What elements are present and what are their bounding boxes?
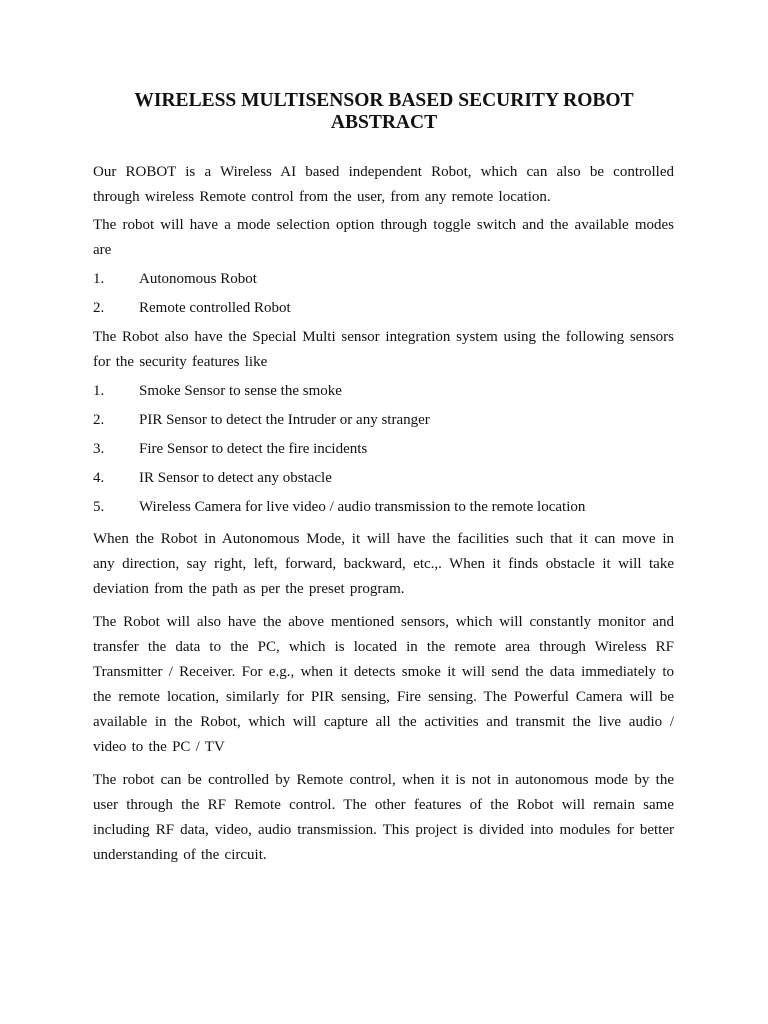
list-text: Remote controlled Robot <box>139 300 291 316</box>
list-text: Wireless Camera for live video / audio transmission to the remote location <box>139 499 586 515</box>
document-title: WIRELESS MULTISENSOR BASED SECURITY ROBOT <box>134 90 634 111</box>
list-number: 2. <box>93 300 105 316</box>
sensor-list-item <box>93 466 693 491</box>
list-text: IR Sensor to detect any obstacle <box>139 470 332 486</box>
mode-list-item <box>93 296 693 321</box>
sensor-list-item <box>93 437 693 462</box>
list-text: Smoke Sensor to sense the smoke <box>139 383 342 399</box>
autonomous-mode-paragraph: When the Robot in Autonomous Mode, it will have the facilities such that it can move in any direction, say right, left, forward, backward, etc.,. When it finds obstacle it will take deviation from the path as per the preset program. <box>93 531 674 597</box>
modes-intro-paragraph: The robot will have a mode selection option through toggle switch and the available modes are <box>93 217 674 258</box>
list-number: 1. <box>93 383 105 399</box>
remote-control-paragraph: The robot can be controlled by Remote control, when it is not in autonomous mode by the user through the RF Remote control. The other features of the Robot will remain same including RF data, video, audio transmission. This project is divided into modules for better understanding of the circuit. <box>93 772 674 863</box>
list-text: PIR Sensor to detect the Intruder or any stranger <box>139 412 430 428</box>
sensor-list-item <box>93 495 693 520</box>
list-text: Fire Sensor to detect the fire incidents <box>139 441 368 457</box>
mode-list-item <box>93 267 693 292</box>
sensor-list-item <box>93 408 693 433</box>
intro-paragraph: Our ROBOT is a Wireless AI based independent Robot, which can also be controlled through wireless Remote control from the user, from any remote location. <box>93 164 674 205</box>
list-text: Autonomous Robot <box>139 271 257 287</box>
sensor-list-item <box>93 379 693 404</box>
list-number: 4. <box>93 470 105 486</box>
section-heading-abstract: ABSTRACT <box>330 112 438 133</box>
list-number: 3. <box>93 441 105 457</box>
list-number: 2. <box>93 412 105 428</box>
sensors-intro-paragraph: The Robot also have the Special Multi sensor integration system using the following sensors for the security features like <box>93 329 674 370</box>
list-number: 1. <box>93 271 105 287</box>
sensor-monitoring-paragraph: The Robot will also have the above mentioned sensors, which will constantly monitor and transfer the data to the PC, which is located in the remote area through Wireless RF Transmitter / Receiver. For e.g., when it detects smoke it will send the data immediately to the remote location, similarly for PIR sensing, Fire sensing. The Powerful Camera will be available in the Robot, which will capture all the activities and transmit the live audio / video to the PC / TV <box>93 614 674 755</box>
list-number: 5. <box>93 499 105 515</box>
